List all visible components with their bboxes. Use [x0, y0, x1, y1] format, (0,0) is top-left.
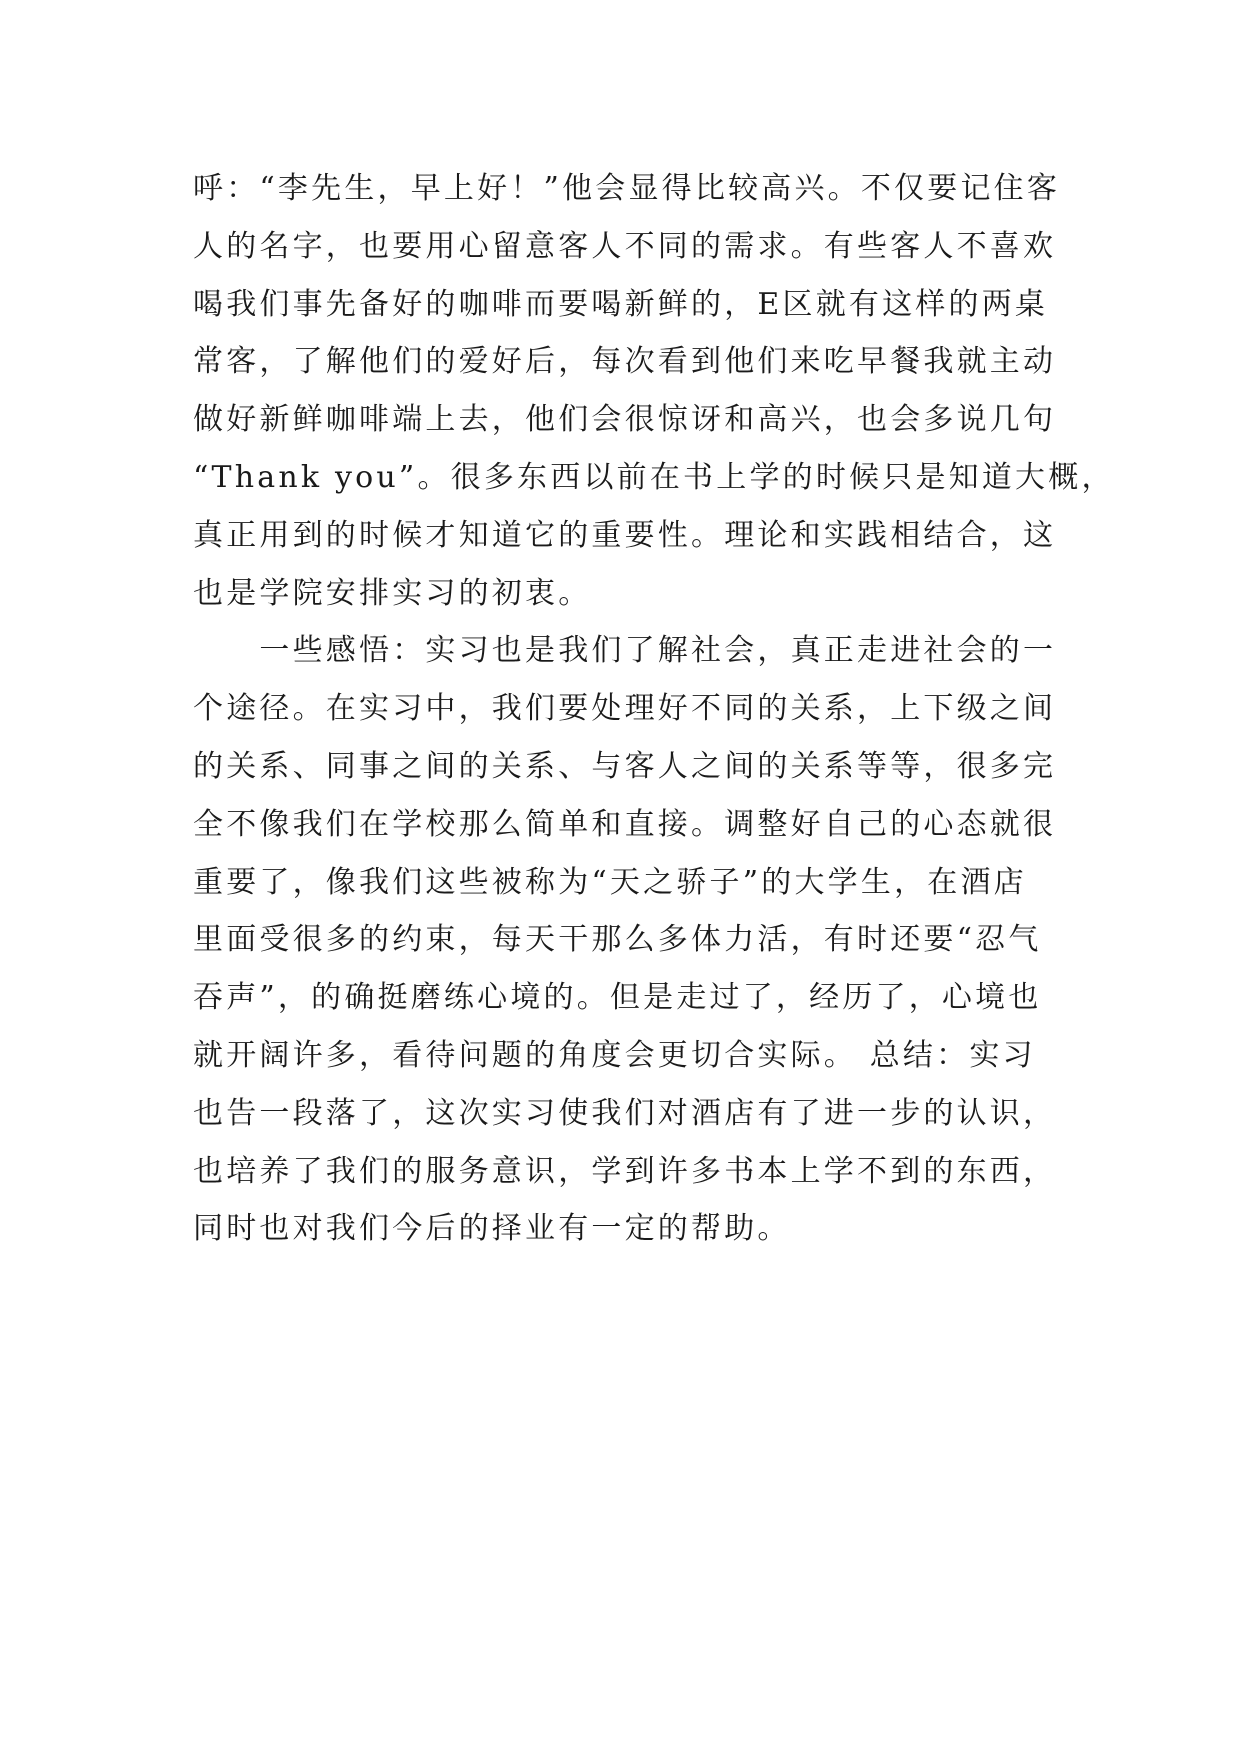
- text-line: 同时也对我们今后的择业有一定的帮助。: [193, 1211, 791, 1247]
- text-line: 个途径。在实习中，我们要处理好不同的关系，上下级之间: [193, 691, 1057, 727]
- text-line: 喝我们事先备好的咖啡而要喝新鲜的，E区就有这样的两桌: [193, 286, 1049, 322]
- text-line: 也告一段落了，这次实习使我们对酒店有了进一步的认识，: [193, 1095, 1057, 1131]
- text-line: 一些感悟：实习也是我们了解社会，真正走进社会的一: [193, 633, 1057, 669]
- text-line: 里面受很多的约束，每天干那么多体力活，有时还要“忍气: [193, 922, 1042, 958]
- text-line: 常客，了解他们的爱好后，每次看到他们来吃早餐我就主动: [193, 344, 1057, 380]
- text-line: 做好新鲜咖啡端上去，他们会很惊讶和高兴，也会多说几句: [193, 402, 1057, 438]
- text-line: 的关系、同事之间的关系、与客人之间的关系等等，很多完: [193, 748, 1057, 784]
- body-text: [193, 160, 1115, 1258]
- text-line: 全不像我们在学校那么简单和直接。调整好自己的心态就很: [193, 806, 1057, 842]
- text-line: 人的名字，也要用心留意客人不同的需求。有些客人不喜欢: [193, 228, 1057, 264]
- text-line: 真正用到的时候才知道它的重要性。理论和实践相结合，这: [193, 517, 1057, 553]
- text-line: 也培养了我们的服务意识，学到许多书本上学不到的东西，: [193, 1153, 1057, 1189]
- text-line: 就开阔许多，看待问题的角度会更切合实际。 总结：实习: [193, 1037, 1036, 1073]
- text-line: 重要了，像我们这些被称为“天之骄子”的大学生，在酒店: [193, 864, 1027, 900]
- text-line: 也是学院安排实习的初衷。: [193, 575, 592, 611]
- text-line: 吞声”，的确挺磨练心境的。但是走过了，经历了，心境也: [193, 980, 1042, 1016]
- text-line: 呼：“李先生，早上好！”他会显得比较高兴。不仅要记住客: [193, 171, 1061, 206]
- text-line: “Thank you”。很多东西以前在书上学的时候只是知道大概，: [193, 459, 1115, 495]
